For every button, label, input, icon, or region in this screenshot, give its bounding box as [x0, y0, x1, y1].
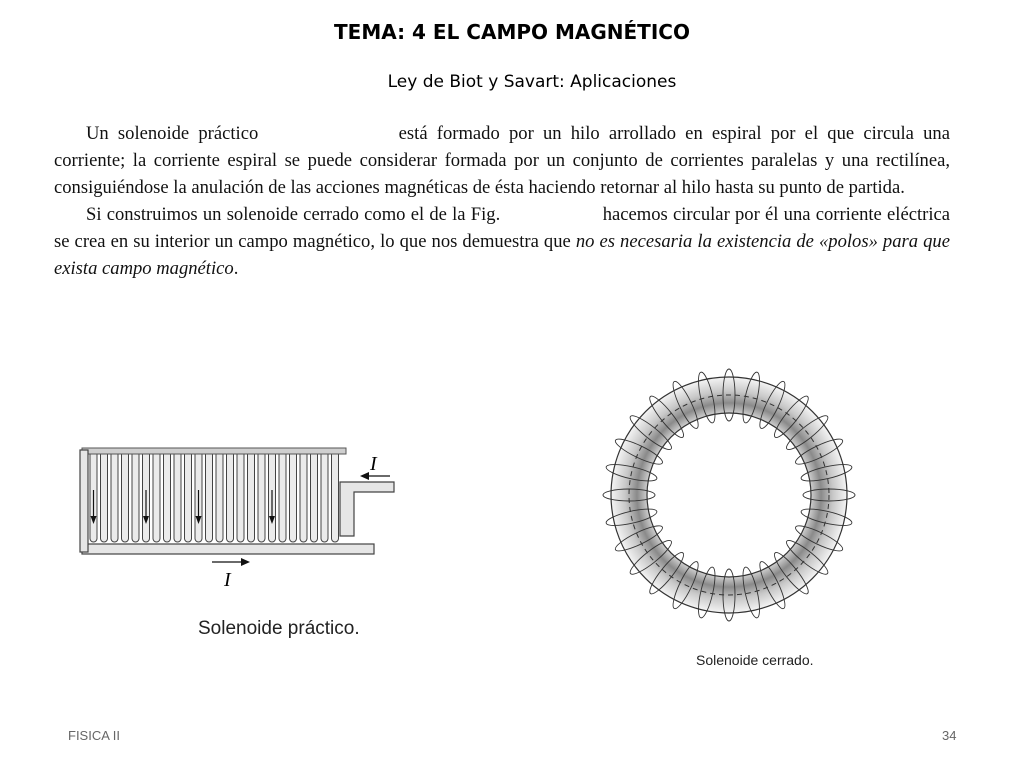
caption-practical-solenoid: Solenoide práctico.: [198, 618, 360, 639]
paragraph-1-rest: está formado por un hilo arrollado en espiral por el que circula una corriente; la corriente espiral se puede considerar formada por un conjunto de corrientes paralelas y una rectilínea, consiguiéndose la anulación de las acciones magnéticas de ésta haciendo retornar al hilo hasta su punto de partida.: [54, 123, 950, 198]
current-arrow-bottom-head: [241, 558, 250, 566]
slide-title: TEMA: 4 EL CAMPO MAGNÉTICO: [334, 20, 690, 44]
coil-loop: [321, 450, 328, 542]
slide-subtitle: Ley de Biot y Savart: Aplicaciones: [387, 72, 677, 92]
coil-loop: [300, 450, 307, 542]
coil-loop: [311, 450, 318, 542]
coil-loop: [164, 450, 171, 542]
coil-loop: [206, 450, 213, 542]
closed-solenoid-figure: [596, 362, 862, 628]
input-wire: [340, 482, 394, 536]
caption-closed-solenoid: Solenoide cerrado.: [696, 652, 814, 668]
coil-loop: [237, 450, 244, 542]
paragraph-1-start: Un solenoide práctico: [86, 123, 259, 144]
left-lead: [80, 450, 88, 552]
coil-loop: [153, 450, 160, 542]
coil-loop: [132, 450, 139, 542]
paragraph-2-italic: no es necesaria la existencia de «polos» para que exista campo magnético: [54, 231, 950, 279]
coil-loop: [174, 450, 181, 542]
coil-loop: [279, 450, 286, 542]
coil-loop: [227, 450, 234, 542]
footer-course: FISICA II: [68, 728, 121, 743]
page-number: 34: [942, 728, 957, 743]
current-label-top: I: [370, 453, 377, 475]
coil-loop: [290, 450, 297, 542]
coil-loop: [185, 450, 192, 542]
torus-hole: [647, 413, 811, 577]
coil-loop: [111, 450, 118, 542]
paragraph-2-start: Si construimos un solenoide cerrado como el de la Fig.: [86, 204, 501, 225]
paragraph-2-end: .: [233, 258, 239, 279]
coil-loop: [332, 450, 339, 542]
coil-loop: [248, 450, 255, 542]
practical-solenoid-figure: [78, 440, 408, 600]
coil-loop: [258, 450, 265, 542]
current-label-bottom: I: [224, 569, 231, 591]
solenoid-top-outline: [82, 448, 346, 454]
coil-loop: [216, 450, 223, 542]
solenoid-coils: [90, 450, 339, 542]
coil-loop: [122, 450, 129, 542]
paragraph-2-middle: hacemos circular por él una corriente eléctrica se crea en su interior un campo magnético, lo que nos demuestra que: [54, 204, 950, 252]
current-arrow-top-head: [360, 472, 369, 480]
return-wire: [82, 544, 374, 554]
coil-loop: [101, 450, 108, 542]
body-text: [54, 120, 950, 282]
paragraph-1: [54, 120, 950, 201]
paragraph-2: [54, 201, 950, 282]
